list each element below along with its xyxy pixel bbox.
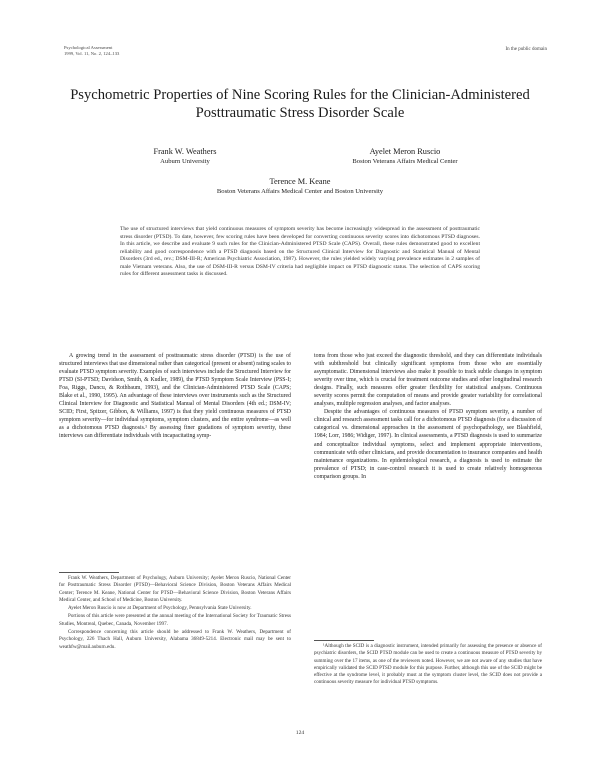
body-paragraph: Despite the advantages of continuous measures of PTSD symptom severity, a number of clinical and research assessment tasks call for a dichotomous PTSD diagnosis (for a discussion of categorical vs. dimensional approaches in the assessment of psychopathology, see Blashfield, 1984; Lorr, 1986; Widiger, 1997). In clinical assessments, a PTSD diagnosis is used to summarize and conceptualize individual symptoms, select and implement appropriate interventions, communicate with other clinicians, and provide documentation to insurance companies and health maintenance organizations. In epidemiological research, a diagnosis is used to estimate the prevalence of PTSD; in case-control research it is used to create relatively homogeneous comparison groups. In (314, 409, 542, 480)
author-note: Correspondence concerning this article should be addressed to Frank W. Weathers, Department of Psychology, 226 Thach Hall, Auburn University, Alabama 36849-5214. Electronic mail may be sent to weathfw@mail.auburn.edu. (59, 629, 291, 650)
author-notes-divider (59, 572, 119, 573)
author-affiliation: Boston Veterans Affairs Medical Center (352, 157, 458, 165)
paper-title: Psychometric Properties of Nine Scoring Rules for the Clinician-Administered Posttraumatic Stress Disorder Scale (70, 87, 530, 121)
journal-volume: 1999, Vol. 11, No. 2, 124–133 (64, 51, 120, 56)
public-domain-note: In the public domain (505, 47, 547, 52)
author-notes (59, 575, 291, 652)
journal-name: Psychological Assessment (64, 45, 113, 50)
footnote-text: ¹Although the SCID is a diagnostic instrument, intended primarily for assessing the presence or absence of psychiatric disorders, the SCID PTSD module can be used to create a continuous measure of PTSD severity by summing over the 17 items, as one of the reviewers noted. However, we are not aware of any studies that have empirically validated the SCID PTSD module for this purpose. Further, although this use of the SCID might be effective at the syndrome level, it probably must at the symptom cluster level, the SCID does not provide a continuous severity measure for individual PTSD symptoms. (314, 643, 542, 686)
author-2 (310, 147, 500, 166)
footnote (314, 643, 542, 687)
body-paragraph: toms from those who just exceed the diagnostic threshold, and they can differentiate individuals with subthreshold but clinically significant symptoms from those who are essentially asymptomatic. Dimensional interviews also make it possible to track subtle changes in symptom severity over time, which is crucial for treatment outcome studies and other longitudinal research designs. Finally, such measures offer greater flexibility for statistical analyses. Continuous severity scores permit the computation of means and provide greater variability for correlational analyses, multiple regression analyses, and factor analyses. (314, 353, 542, 408)
author-name: Frank W. Weathers (153, 147, 217, 156)
body-column-right (314, 352, 542, 481)
author-note: Portions of this article were presented at the annual meeting of the International Society for Traumatic Stress Studies, Montreal, Quebec, Canada, November 1997. (59, 613, 291, 627)
footnote-divider (314, 640, 374, 641)
author-affiliation: Boston Veterans Affairs Medical Center and Boston University (216, 187, 384, 195)
author-name: Ayelet Meron Ruscio (369, 147, 441, 156)
page-number: 124 (295, 730, 305, 736)
body-paragraph: A growing trend in the assessment of posttraumatic stress disorder (PTSD) is the use of structured interviews that use dimensional rather than categorical (present or absent) rating scales to evaluate PTSD symptom severity. Examples of such interviews include the Structured Interview for PTSD (SI-PTSD; Davidson, Smith, & Kudler, 1989), the PTSD Symptom Scale Interview (PSS-I; Foa, Riggs, Dancu, & Rothbaum, 1993), and the Clinician-Administered PTSD Scale (CAPS; Blake et al., 1990, 1995). An advantage of these interviews over instruments such as the Structured Clinical Interview for Diagnostic and Statistical Manual of Mental Disorders (4th ed.; DSM-IV; SCID; First, Spitzer, Gibbon, & Williams, 1997) is that they yield continuous measures of PTSD symptom severity—for individual symptoms, symptom clusters, and the entire syndrome—as well as a dichotomous PTSD diagnosis.¹ By assessing finer gradations of symptom severity, these interviews can differentiate individuals with incapacitating symp- (59, 353, 291, 440)
author-1 (110, 147, 260, 166)
author-note: Ayelet Meron Ruscio is now at Department of Psychology, Pennsylvania State University. (68, 605, 252, 612)
journal-info (64, 45, 119, 57)
body-column-left (59, 352, 291, 441)
abstract: The use of structured interviews that yield continuous measures of symptom severity has become increasingly widespread in the assessment of posttraumatic stress disorder (PTSD). To date, however, few scoring rules have been developed for converting continuous severity scores into dichotomous PTSD diagnoses. In this article, we describe and evaluate 9 such rules for the Clinician-Administered PTSD Scale (CAPS). Overall, these rules demonstrated good to excellent reliability and good correspondence with a PTSD diagnosis based on the Structured Clinical Interview for Diagnostic and Statistical Manual of Mental Disorders (3rd ed., rev.; DSM-III-R; American Psychiatric Association, 1987). However, the rules yielded widely varying prevalence estimates in 2 samples of male Vietnam veterans. Also, the use of DSM-III-R versus DSM-IV criteria had negligible impact on PTSD diagnostic status. The selection of CAPS scoring rules for different assessment tasks is discussed. (120, 226, 480, 277)
author-affiliation: Auburn University (160, 157, 210, 165)
author-note: Frank W. Weathers, Department of Psychology, Auburn University; Ayelet Meron Ruscio, National Center for Posttraumatic Stress Disorder (PTSD)—Behavioral Science Division, Boston Veterans Affairs Medical Center; Terence M. Keane, National Center for PTSD—Behavioral Science Division, Boston Veterans Affairs Medical Center, and School of Medicine, Boston University. (59, 575, 291, 603)
author-name: Terence M. Keane (269, 177, 331, 186)
author-3 (150, 177, 450, 196)
